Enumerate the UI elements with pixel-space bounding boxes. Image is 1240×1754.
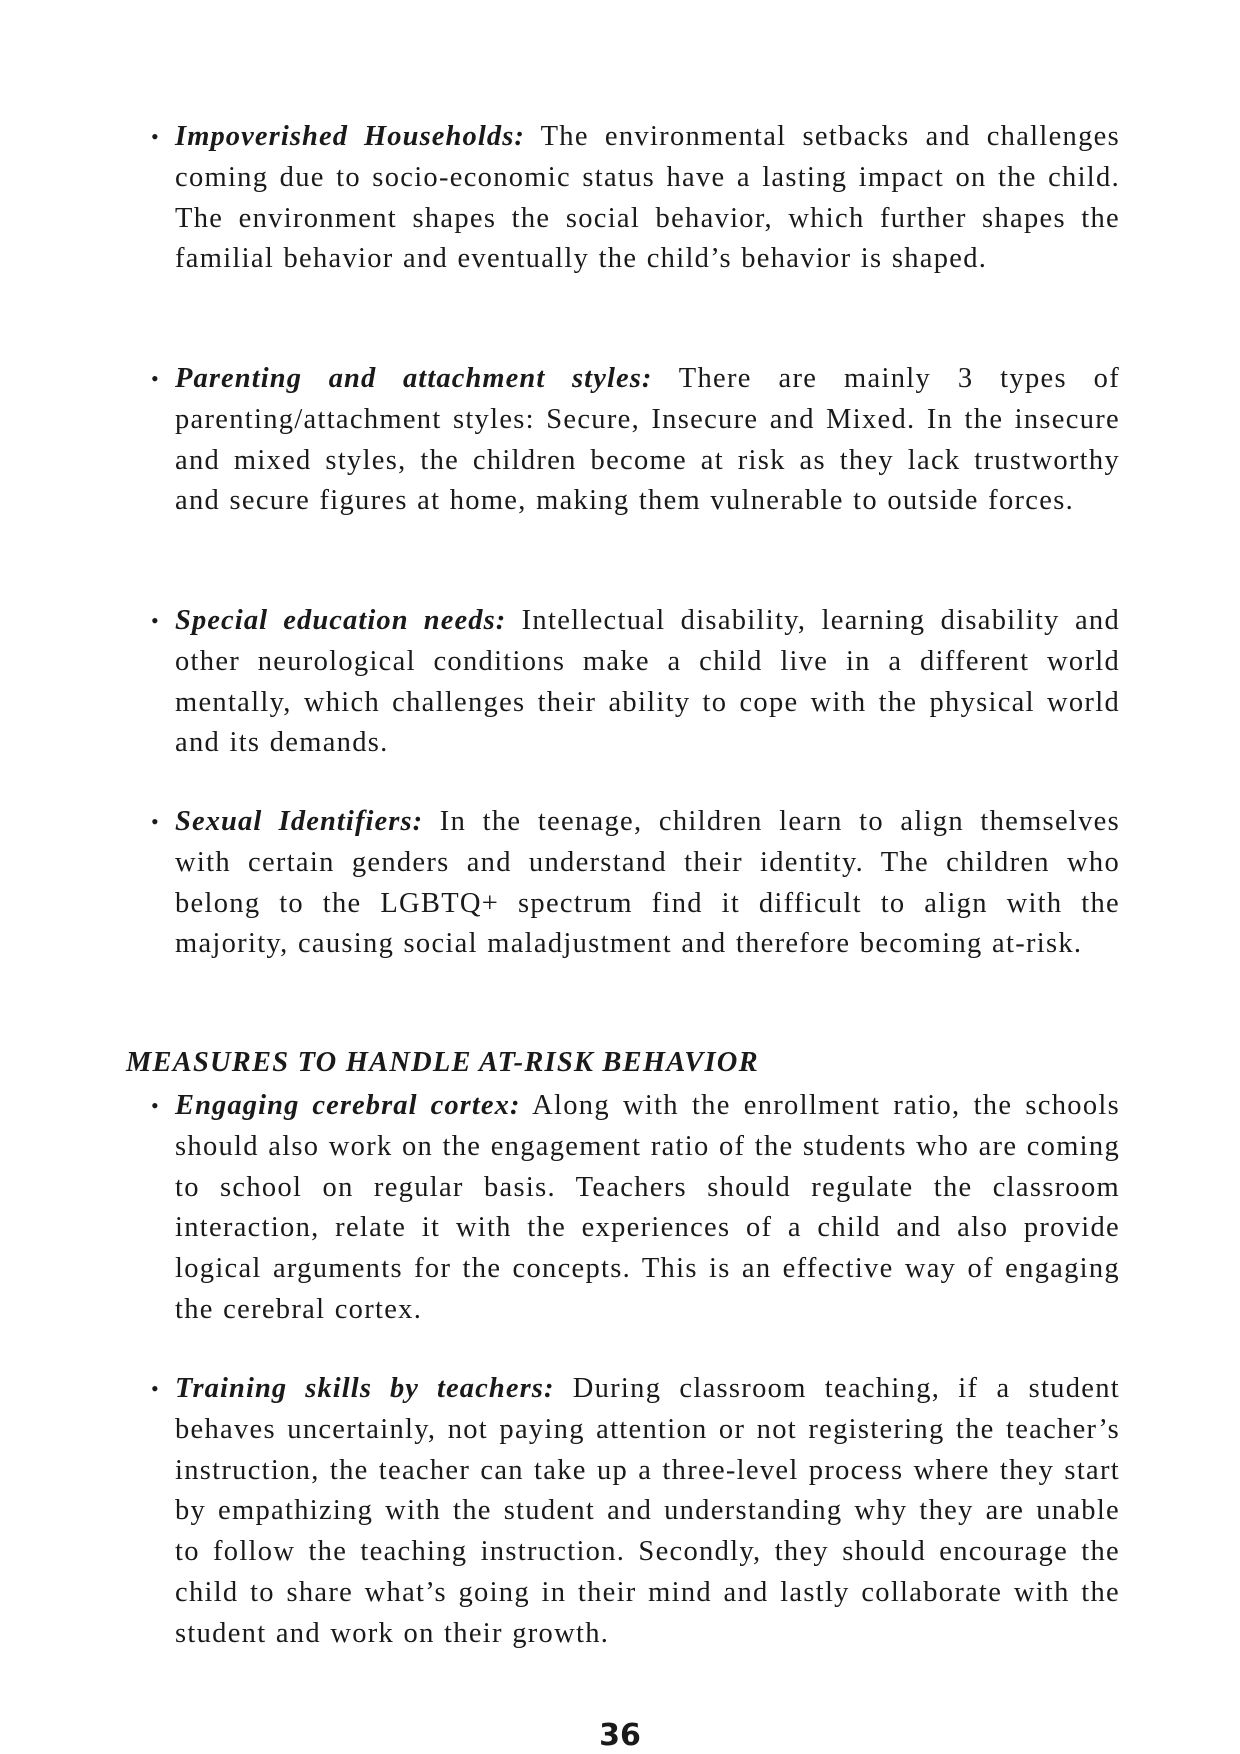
section-heading: MEASURES TO HANDLE AT-RISK BEHAVIOR xyxy=(126,1047,759,1078)
bullet-icon: • xyxy=(151,124,161,149)
item-text: During classroom teaching, if a student behaves uncertainly, not paying attention or not registering the teacher’s instruction, the teacher can take up a three-level process where they start by empathizing with the student and understanding why they are unable to follow the teaching instruction. Secondly, they should encourage the child to share what’s going in their mind and lastly collaborate with the student and work on their growth. xyxy=(175,1373,1120,1649)
bullet-icon: • xyxy=(151,809,161,834)
item-term: Special education needs: xyxy=(175,605,507,636)
item-text: Intellectual disability, learning disability and other neurological conditions make a child live in a different world mentally, which challenges their ability to cope with the physical world and its demands. xyxy=(175,605,1120,759)
bullet-icon: • xyxy=(151,1093,161,1118)
list-item xyxy=(151,802,1121,965)
item-text: Along with the enrollment ratio, the schools should also work on the engagement ratio of the students who are coming to school on regular basis. Teachers should regulate the classroom interaction, relate it with the experiences of a child and also provide logical arguments for the concepts. This is an effective way of engaging the cerebral cortex. xyxy=(175,1090,1121,1325)
list-item xyxy=(151,1086,1121,1331)
bullet-icon: • xyxy=(151,366,161,391)
bullet-icon: • xyxy=(151,1376,161,1401)
item-term: Impoverished Households: xyxy=(175,121,525,152)
item-term: Sexual Identifiers: xyxy=(175,806,424,837)
item-term: Training skills by teachers: xyxy=(175,1373,555,1404)
item-term: Engaging cerebral cortex: xyxy=(175,1090,521,1121)
list-item xyxy=(151,1369,1120,1655)
item-text: In the teenage, children learn to align themselves with certain genders and understand their identity. The children who belong to the LGBTQ+ spectrum find it difficult to align with the majority, causing social maladjustment and therefore becoming at-risk. xyxy=(175,806,1121,960)
bullet-icon: • xyxy=(151,608,161,633)
item-text: There are mainly 3 types of parenting/attachment styles: Secure, Insecure and Mixed. In the insecure and mixed styles, the children become at risk as they lack trustworthy and secure figures at home, making them vulnerable to outside forces. xyxy=(175,363,1120,517)
list-item xyxy=(151,601,1120,764)
item-text: The environmental setbacks and challenges coming due to socio-economic status have a lasting impact on the child. The environment shapes the social behavior, which further shapes the familial behavior and eventually the child’s behavior is shaped. xyxy=(175,121,1121,275)
item-term: Parenting and attachment styles: xyxy=(175,363,653,394)
list-item xyxy=(151,359,1120,522)
list-item xyxy=(151,117,1121,280)
page-number: 36 xyxy=(599,1718,641,1753)
